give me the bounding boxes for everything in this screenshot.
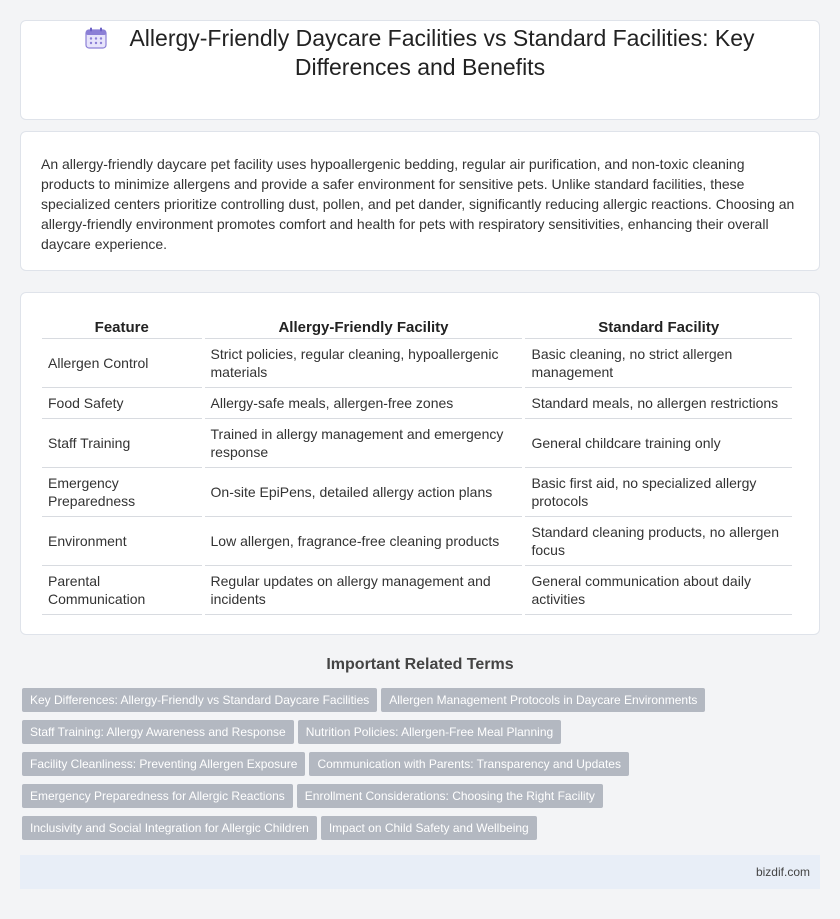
related-terms-list bbox=[22, 688, 812, 848]
page-title: Allergy-Friendly Daycare Facilities vs Standard Facilities: Key Differences and Benefits bbox=[129, 25, 755, 80]
table-row bbox=[42, 566, 792, 615]
standard-cell: General childcare training only bbox=[525, 419, 792, 468]
column-header-feature: Feature bbox=[42, 313, 202, 339]
allergy-friendly-cell: Regular updates on allergy management and incidents bbox=[205, 566, 523, 615]
related-term-tag[interactable]: Emergency Preparedness for Allergic Reactions bbox=[22, 784, 293, 808]
related-term-tag[interactable]: Facility Cleanliness: Preventing Allergen Exposure bbox=[22, 752, 305, 776]
comparison-table bbox=[39, 313, 795, 615]
table-header-row bbox=[42, 313, 792, 339]
standard-cell: Standard cleaning products, no allergen focus bbox=[525, 517, 792, 566]
feature-cell: Allergen Control bbox=[42, 339, 202, 388]
intro-paragraph: An allergy-friendly daycare pet facility uses hypoallergenic bedding, regular air purification, and non-toxic cleaning products to minimize allergens and provide a safer environment for sensitive pets. Unlike standard facilities, these specialized centers prioritize controlling dust, pollen, and pet dander, significantly reducing allergic reactions. Choosing an allergy-friendly environment promotes comfort and health for pets with respiratory sensitivities, enhancing their overall daycare experience. bbox=[41, 156, 795, 252]
standard-cell: Standard meals, no allergen restrictions bbox=[525, 388, 792, 419]
allergy-friendly-cell: Low allergen, fragrance-free cleaning products bbox=[205, 517, 523, 566]
standard-cell: Basic first aid, no specialized allergy protocols bbox=[525, 468, 792, 517]
allergy-friendly-cell: Strict policies, regular cleaning, hypoallergenic materials bbox=[205, 339, 523, 388]
title-wrap bbox=[0, 24, 840, 82]
table-row bbox=[42, 517, 792, 566]
table-row bbox=[42, 419, 792, 468]
related-term-tag[interactable]: Inclusivity and Social Integration for Allergic Children bbox=[22, 816, 317, 840]
footer-bar bbox=[20, 855, 820, 889]
allergy-friendly-cell: Allergy-safe meals, allergen-free zones bbox=[205, 388, 523, 419]
related-term-tag[interactable]: Staff Training: Allergy Awareness and Response bbox=[22, 720, 294, 744]
allergy-friendly-cell: On-site EpiPens, detailed allergy action plans bbox=[205, 468, 523, 517]
calendar-icon bbox=[85, 27, 107, 49]
related-term-tag[interactable]: Impact on Child Safety and Wellbeing bbox=[321, 816, 537, 840]
related-term-tag[interactable]: Communication with Parents: Transparency and Updates bbox=[309, 752, 629, 776]
feature-cell: Parental Communication bbox=[42, 566, 202, 615]
table-row bbox=[42, 388, 792, 419]
intro-card bbox=[20, 131, 820, 271]
footer-brand[interactable]: bizdif.com bbox=[755, 865, 810, 879]
related-term-tag[interactable]: Allergen Management Protocols in Daycare Environments bbox=[381, 688, 705, 712]
standard-cell: Basic cleaning, no strict allergen management bbox=[525, 339, 792, 388]
column-header-standard: Standard Facility bbox=[525, 313, 792, 339]
feature-cell: Food Safety bbox=[42, 388, 202, 419]
standard-cell: General communication about daily activities bbox=[525, 566, 792, 615]
feature-cell: Environment bbox=[42, 517, 202, 566]
feature-cell: Emergency Preparedness bbox=[42, 468, 202, 517]
allergy-friendly-cell: Trained in allergy management and emergency response bbox=[205, 419, 523, 468]
related-term-tag[interactable]: Enrollment Considerations: Choosing the Right Facility bbox=[297, 784, 603, 808]
table-row bbox=[42, 468, 792, 517]
column-header-allergy-friendly: Allergy-Friendly Facility bbox=[205, 313, 523, 339]
table-row bbox=[42, 339, 792, 388]
related-terms-heading: Important Related Terms bbox=[326, 656, 514, 673]
related-term-tag[interactable]: Nutrition Policies: Allergen-Free Meal Planning bbox=[298, 720, 561, 744]
feature-cell: Staff Training bbox=[42, 419, 202, 468]
related-term-tag[interactable]: Key Differences: Allergy-Friendly vs Standard Daycare Facilities bbox=[22, 688, 377, 712]
